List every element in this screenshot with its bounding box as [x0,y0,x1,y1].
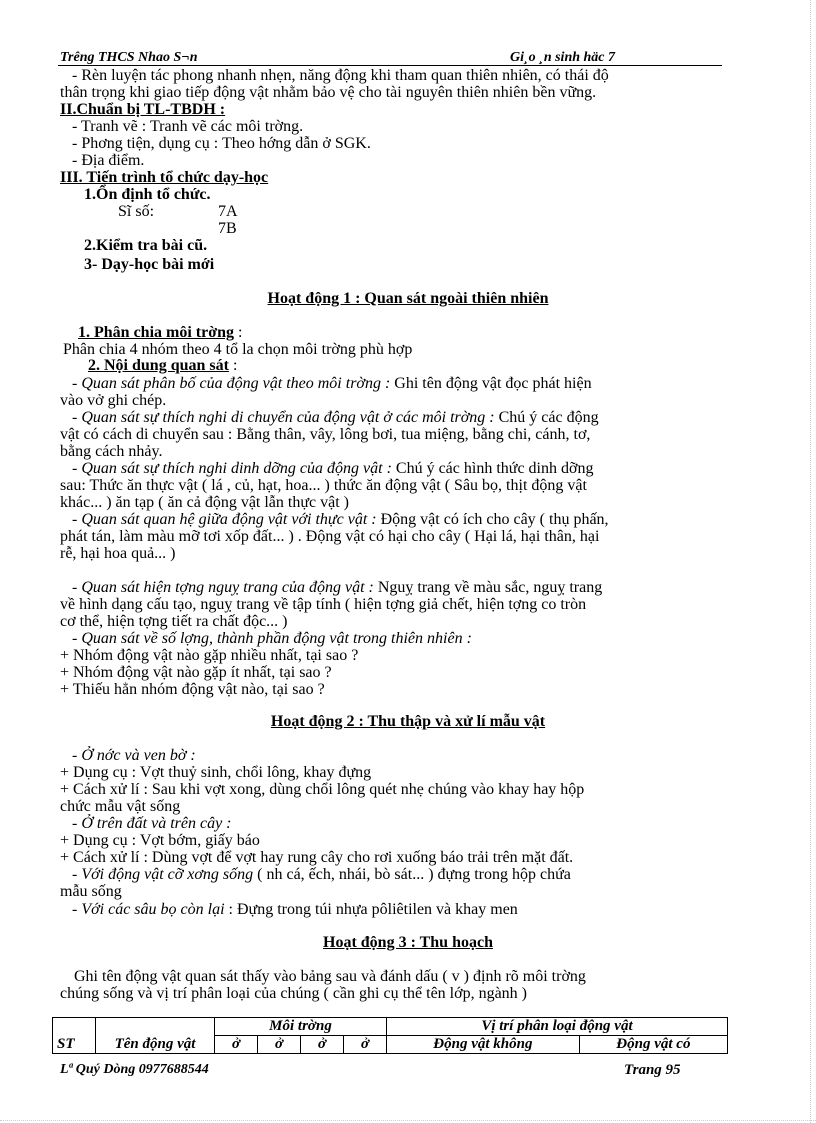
activity-1-title: Hoạt động 1 : Quan sát ngoài thiên nhiên [267,290,549,307]
header-school: Trêng THCS Nhao S¬n [60,50,198,65]
sec2-colon: : [228,357,238,374]
section-heading: II.Chuẩn bị TL-TBDH : [60,101,226,118]
header-rule [58,65,722,66]
paragraph-text: Chú ý các động [494,409,599,426]
section-heading: III. Tiến trình tổ chức dạy-học [60,169,269,186]
sec1-colon: : [233,324,243,341]
paragraph-line: cơ thể, hiện tợng tiết ra chất độc... ) [60,613,288,630]
class-7b: 7B [218,220,237,237]
footer-page: Trang 95 [624,1062,681,1078]
italic-lead: - Quan sát phân bố của động vật theo môi trờng : [72,375,391,392]
paragraph-line: vật có cách di chuyển sau : Bằng thân, vây, lông bơi, tua miệng, bằng chi, cánh, tơ, [60,426,591,443]
paragraph-line: Ghi tên động vật quan sát thấy vào bảng sau và đánh dấu ( v ) định rõ môi trờng [74,968,586,985]
sec2-title: 2. Nội dung quan sát [88,357,229,374]
italic-lead: - Quan sát sự thích nghi dinh dỡng của động vật : [72,460,392,477]
paragraph-text: Chú ý các hình thức dinh dỡng [391,460,594,477]
paragraph-line: - Ở trên đất và trên cây : [72,815,232,832]
class-sub-2: Động vật có [579,1036,727,1054]
paragraph-line [72,579,602,596]
paragraph-line: - Ở nớc và ven bờ : [72,747,196,764]
paragraph-line: - Quan sát về số lợng, thành phần động vật trong thiên nhiên : [72,630,472,647]
paragraph-line: phát tán, làm màu mỡ tơi xốp đất... ) . Động vật có hại cho cây ( Hại lá, hại thân, hại [60,528,600,545]
header-subject: Gi¸o ¸n sinh häc 7 [510,50,616,65]
paragraph-line: khác... ) ăn tạp ( ăn cả động vật lẫn thực vật ) [60,494,349,511]
class-7a: 7A [218,203,238,220]
env-sub-3: ở [301,1036,344,1054]
col-name: Tên động vật [96,1018,215,1054]
subsection-heading: 1.Ổn định tổ chức. [84,186,211,203]
activity-2-title: Hoạt động 2 : Thu thập và xử lí mẫu vật [270,713,546,730]
activity-1-sec2 [88,357,237,374]
italic-lead: - Quan sát quan hệ giữa động vật với thực vật : [72,511,377,528]
env-sub-1: ở [215,1036,258,1054]
class-sub-1: Động vật không [387,1036,580,1054]
paragraph-line: chức mẫu vật sống [60,798,181,815]
col-environment: Môi trờng [215,1018,387,1036]
paragraph-line: rễ, hại hoa quả... ) [60,545,176,562]
env-sub-4: ở [344,1036,387,1054]
paragraph-line: bằng cách nhảy. [60,443,163,460]
attendance-label: Sĩ số: [118,203,155,220]
paragraph-line [72,460,593,477]
paragraph-line: mẫu sống [60,883,122,900]
paragraph-text: : Đựng trong túi nhựa pôliêtilen và khay men [224,901,518,918]
paragraph-text: Động vật có ích cho cây ( thụ phấn, [376,511,609,528]
text-line: thân trọng khi giao tiếp động vật nhằm bảo vệ cho tài nguyên thiên nhiên bền vững. [60,84,597,101]
paragraph-line [72,901,518,918]
italic-lead: - Với các sâu bọ còn lại [72,901,225,918]
text-line: - Phơng tiện, dụng cụ : Theo hớng dẫn ở SGK. [72,135,371,152]
paragraph-line [72,511,609,528]
question-item: + Nhóm động vật nào gặp ít nhất, tại sao ? [60,664,332,681]
paragraph-line: + Dụng cụ : Vợt bớm, giấy báo [60,832,260,849]
paragraph-line [72,409,599,426]
italic-lead: - Quan sát hiện tợng nguỵ trang của động vật : [72,579,374,596]
paragraph-line: về hình dạng cấu tạo, nguỵ trang về tập tính ( hiện tợng giả chết, hiện tợng co tròn [60,596,587,613]
paragraph-line: + Cách xử lí : Dùng vợt để vợt hay rung cây cho rơi xuống báo trải trên mặt đất. [60,849,574,866]
page-border-right [810,0,811,1123]
footer-author: Lª Quý Dòng 0977688544 [60,1062,209,1077]
paragraph-text: ( nh cá, ếch, nhái, bò sát... ) đựng trong hộp chứa [253,866,571,883]
italic-lead: - Quan sát sự thích nghi di chuyển của động vật ở các môi trờng : [72,409,495,426]
paragraph-line: chúng sống và vị trí phân loại của chúng ( cần ghi cụ thể tên lớp, ngành ) [60,985,527,1002]
col-classification: Vị trí phân loại động vật [387,1018,728,1036]
text-line: - Tranh vẽ : Tranh vẽ các môi trờng. [72,118,304,135]
text-line: - Địa điểm. [72,152,145,169]
subsection-heading: 3- Dạy-học bài mới [84,256,215,273]
italic-lead: - Với động vật cỡ xơng sống [72,866,254,883]
text-line: - Rèn luyện tác phong nhanh nhẹn, năng động khi tham quan thiên nhiên, có thái độ [72,67,609,84]
paragraph-line: vào vở ghi chép. [60,392,167,409]
question-item: + Thiếu hẳn nhóm động vật nào, tại sao ? [60,681,325,698]
col-stt: ST [53,1018,96,1054]
paragraph-text: Nguỵ trang về màu sắc, nguỵ trang [373,579,603,596]
observation-table [52,1017,728,1054]
sec1-text: Phân chia 4 nhóm theo 4 tổ la chọn môi trờng phù hợp [63,341,413,358]
paragraph-text: Ghi tên động vật đọc phát hiện [390,375,592,392]
paragraph-line: + Cách xử lí : Sau khi vợt xong, dùng chổi lông quét nhẹ chúng vào khay hay hộp [60,781,585,798]
page-border-bottom [0,1120,816,1121]
question-item: + Nhóm động vật nào gặp nhiều nhất, tại sao ? [60,647,359,664]
activity-3-title: Hoạt động 3 : Thu hoạch [323,934,493,951]
paragraph-line: sau: Thức ăn thực vật ( lá , củ, hạt, hoa... ) thức ăn động vật ( Sâu bọ, thịt động vật [60,477,587,494]
paragraph-line: + Dụng cụ : Vợt thuỷ sinh, chổi lông, khay đựng [60,764,372,781]
env-sub-2: ở [258,1036,301,1054]
paragraph-line [72,866,571,883]
sec1-title: 1. Phân chia môi trờng [78,324,234,341]
subsection-heading: 2.Kiểm tra bài cũ. [84,237,208,254]
activity-1-sec1 [78,324,242,341]
paragraph-line [72,375,592,392]
